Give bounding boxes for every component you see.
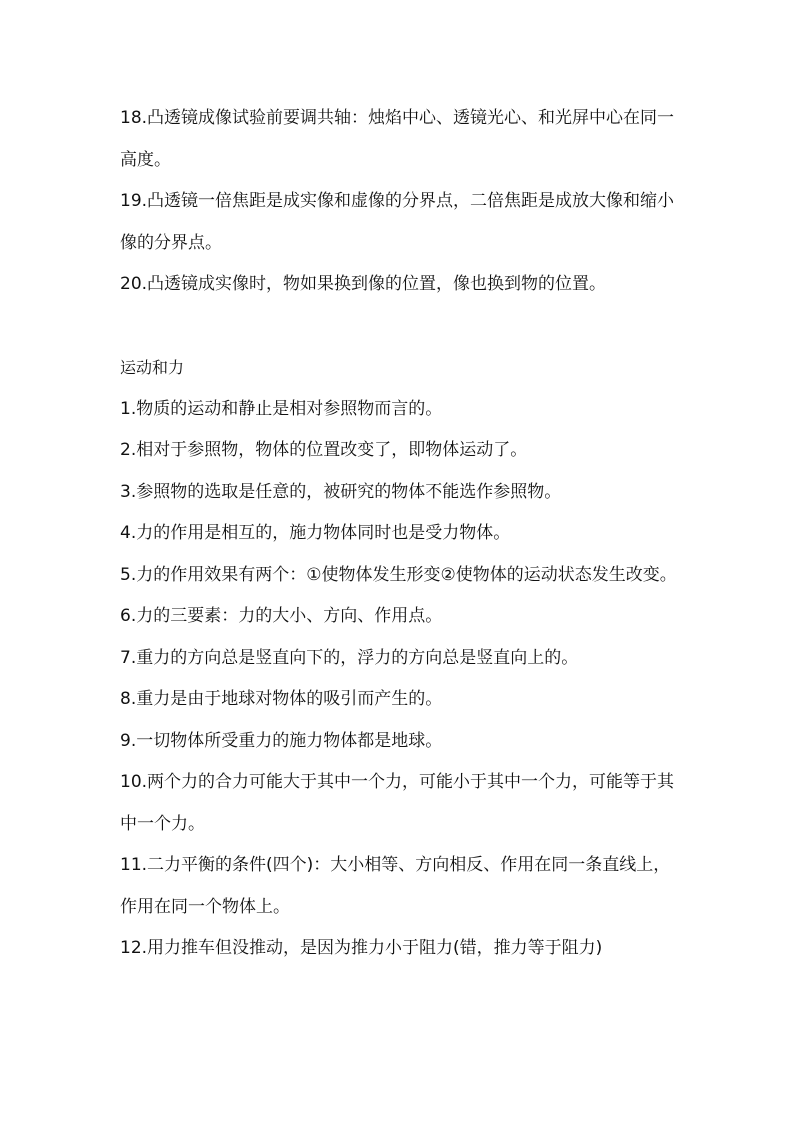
motion-item-11: 11.二力平衡的条件(四个)：大小相等、方向相反、作用在同一条直线上，作用在同一个物体上。 [120,855,671,917]
motion-item-7: 7.重力的方向总是竖直向下的，浮力的方向总是竖直向上的。 [120,647,579,668]
motion-item-5: 5.力的作用效果有两个：①使物体发生形变②使物体的运动状态发生改变。 [120,564,677,585]
motion-item-12: 12.用力推车但没推动，是因为推力小于阻力(错，推力等于阻力) [120,938,603,958]
optics-item-18: 18.凸透镜成像试验前要调共轴：烛焰中心、透镜光心、和光屏中心在同一高度。 [120,108,675,170]
motion-item-1: 1.物质的运动和静止是相对参照物而言的。 [120,398,443,419]
document-body [120,98,680,970]
motion-item-3: 3.参照物的选取是任意的，被研究的物体不能选作参照物。 [120,481,562,502]
motion-item-9: 9.一切物体所受重力的施力物体都是地球。 [120,730,443,751]
motion-item-8: 8.重力是由于地球对物体的吸引而产生的。 [120,689,443,709]
motion-item-2: 2.相对于参照物，物体的位置改变了，即物体运动了。 [120,440,528,460]
motion-item-4: 4.力的作用是相互的，施力物体同时也是受力物体。 [120,523,511,543]
section-spacer [120,306,680,348]
motion-item-10: 10.两个力的合力可能大于其中一个力，可能小于其中一个力，可能等于其中一个力。 [120,772,675,834]
optics-item-19: 19.凸透镜一倍焦距是成实像和虚像的分界点，二倍焦距是成放大像和缩小像的分界点。 [120,191,675,253]
section-title: 运动和力 [120,358,185,377]
motion-item-6: 6.力的三要素：力的大小、方向、作用点。 [120,606,443,626]
optics-item-20: 20.凸透镜成实像时，物如果换到像的位置，像也换到物的位置。 [120,274,607,294]
